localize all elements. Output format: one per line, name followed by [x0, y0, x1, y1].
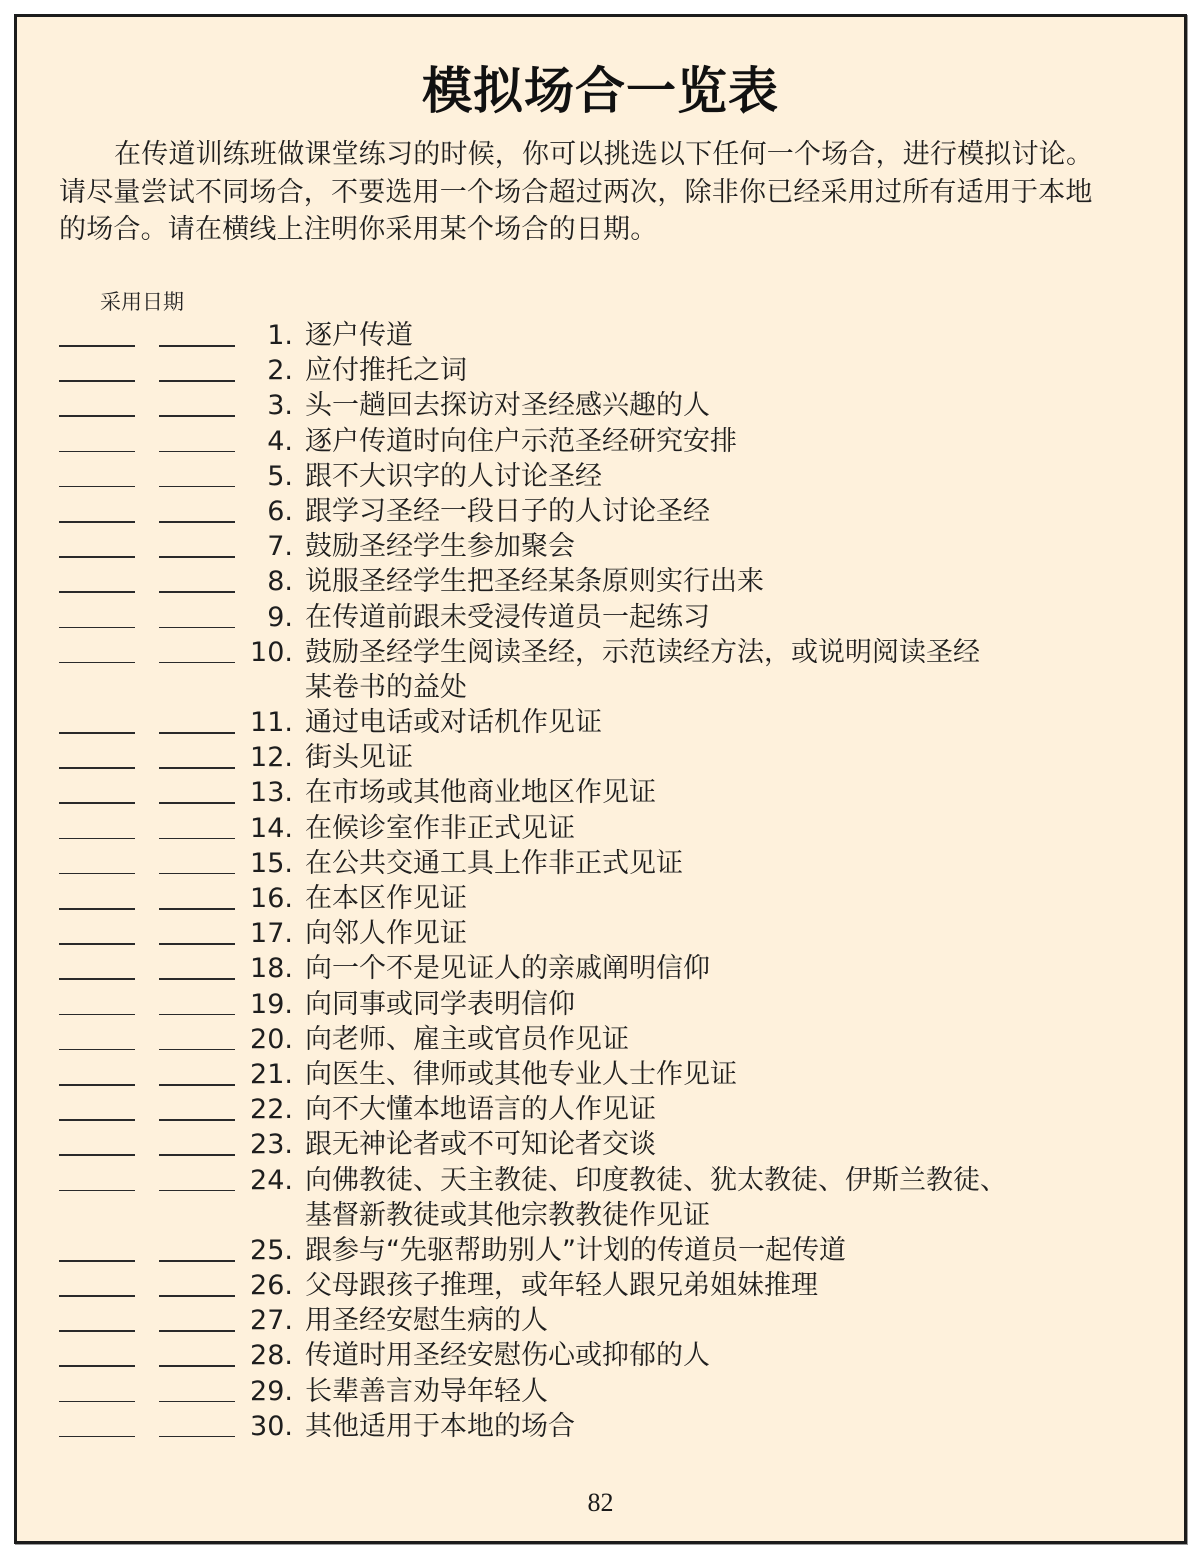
scenario-text-line-1: 在公共交通工具上作非正式见证	[305, 847, 683, 879]
scenario-text-line-1: 长辈善言劝导年轻人	[305, 1375, 548, 1407]
scenario-number: 3.	[267, 390, 293, 422]
scenario-number: 24.	[250, 1164, 293, 1196]
date-blank-1[interactable]	[59, 521, 135, 523]
scenario-text-line-1: 逐户传道	[305, 320, 413, 351]
scenario-text-line-1: 父母跟孩子推理，或年轻人跟兄弟姐妹推理	[305, 1270, 818, 1302]
scenario-text-line-1: 头一趟回去探访对圣经感兴趣的人	[305, 390, 710, 422]
date-blank-1[interactable]	[59, 380, 135, 382]
date-blank-1[interactable]	[59, 556, 135, 558]
scenario-text	[305, 1163, 1007, 1233]
scenario-row	[17, 1268, 1184, 1303]
scenario-number: 19.	[250, 988, 293, 1020]
scenario-row	[17, 529, 1184, 564]
scenario-number: 6.	[267, 495, 293, 527]
scenario-text	[305, 388, 710, 423]
scenario-number: 10.	[250, 636, 293, 668]
scenario-text-line-1: 其他适用于本地的场合	[305, 1410, 575, 1442]
scenario-text	[305, 811, 575, 846]
date-blank-1[interactable]	[59, 486, 135, 488]
scenario-text-line-1: 跟不大识字的人讨论圣经	[305, 460, 602, 492]
date-blank-1[interactable]	[59, 1295, 135, 1297]
date-blank-1[interactable]	[59, 451, 135, 453]
scenario-row	[17, 635, 1184, 705]
scenario-number: 11.	[250, 707, 293, 739]
scenario-row	[17, 424, 1184, 459]
scenario-row	[17, 846, 1184, 881]
scenario-row	[17, 600, 1184, 635]
scenario-text	[305, 1022, 629, 1057]
scenario-number: 21.	[250, 1058, 293, 1090]
date-blank-1[interactable]	[59, 1119, 135, 1121]
scenario-row	[17, 459, 1184, 494]
date-blank-1[interactable]	[59, 1049, 135, 1051]
date-blank-1[interactable]	[59, 838, 135, 840]
scenario-row	[17, 564, 1184, 599]
scenario-number: 1.	[267, 320, 293, 351]
scenario-number: 12.	[250, 742, 293, 774]
scenario-row	[17, 388, 1184, 423]
scenario-number: 20.	[250, 1023, 293, 1055]
scenario-text	[305, 1057, 737, 1092]
date-blank-1[interactable]	[59, 1014, 135, 1016]
scenario-number: 2.	[267, 355, 293, 387]
scenario-row	[17, 881, 1184, 916]
intro-line-1: 在传道训练班做课堂练习的时候，你可以挑选以下任何一个场合，进行模拟讨论。	[114, 139, 1094, 170]
scenario-text-line-1: 鼓励圣经学生参加聚会	[305, 531, 575, 563]
scenario-number: 25.	[250, 1234, 293, 1266]
scenario-text	[305, 1092, 656, 1127]
date-blank-1[interactable]	[59, 1401, 135, 1403]
scenario-row	[17, 1127, 1184, 1162]
intro-line-3: 的场合。请在横线上注明你采用某个场合的日期。	[59, 214, 658, 245]
scenario-number: 5.	[267, 460, 293, 492]
scenario-text	[305, 987, 575, 1022]
scenario-row	[17, 1374, 1184, 1409]
scenario-number: 29.	[250, 1375, 293, 1407]
scenario-row	[17, 1233, 1184, 1268]
scenario-text-line-1: 向医生、律师或其他专业人士作见证	[305, 1058, 737, 1090]
scenario-number: 17.	[250, 918, 293, 950]
scenario-text	[305, 1338, 710, 1373]
scenario-text-line-1: 在市场或其他商业地区作见证	[305, 777, 656, 809]
scenario-row	[17, 987, 1184, 1022]
scenario-text	[305, 881, 467, 916]
scenario-text-line-1: 在本区作见证	[305, 883, 467, 915]
date-blank-1[interactable]	[59, 732, 135, 734]
date-blank-1[interactable]	[59, 908, 135, 910]
scenario-number: 22.	[250, 1094, 293, 1126]
scenario-row	[17, 353, 1184, 388]
scenario-row	[17, 1409, 1184, 1444]
scenario-text	[305, 635, 980, 705]
scenario-text	[305, 1303, 548, 1338]
scenario-text-line-1: 向邻人作见证	[305, 918, 467, 950]
date-blank-1[interactable]	[59, 627, 135, 629]
scenario-text-line-2: 基督新教徒或其他宗教教徒作见证	[305, 1199, 710, 1231]
scenario-row	[17, 951, 1184, 986]
scenario-row	[17, 1057, 1184, 1092]
page-frame	[14, 14, 1187, 1544]
scenario-number: 4.	[267, 425, 293, 457]
scenario-text	[305, 529, 575, 564]
date-blank-1[interactable]	[59, 591, 135, 593]
scenario-text-line-1: 逐户传道时向住户示范圣经研究安排	[305, 425, 737, 457]
scenario-text-line-1: 向不大懂本地语言的人作见证	[305, 1094, 656, 1126]
date-blank-1[interactable]	[59, 873, 135, 875]
scenario-row	[17, 705, 1184, 740]
intro-paragraph	[59, 136, 1169, 249]
scenario-text-line-1: 用圣经安慰生病的人	[305, 1305, 548, 1337]
date-blank-1[interactable]	[59, 978, 135, 980]
scenario-row	[17, 740, 1184, 775]
date-blank-1[interactable]	[59, 415, 135, 417]
scenario-text	[305, 1127, 656, 1162]
scenario-text-line-1: 跟参与“先驱帮助别人”计划的传道员一起传道	[305, 1234, 846, 1266]
scenario-text	[305, 1268, 818, 1303]
scenario-text-line-1: 传道时用圣经安慰伤心或抑郁的人	[305, 1340, 710, 1372]
scenario-text	[305, 1409, 575, 1444]
scenario-text-line-1: 向老师、雇主或官员作见证	[305, 1023, 629, 1055]
scenario-row	[17, 318, 1184, 353]
scenario-row	[17, 916, 1184, 951]
date-blank-1[interactable]	[59, 1084, 135, 1086]
scenario-text-line-1: 街头见证	[305, 742, 413, 774]
scenario-number: 8.	[267, 566, 293, 598]
scenario-text	[305, 1374, 548, 1409]
scenario-text-line-1: 在候诊室作非正式见证	[305, 812, 575, 844]
scenario-row	[17, 1022, 1184, 1057]
date-blank-1[interactable]	[59, 1260, 135, 1262]
scenario-text	[305, 459, 602, 494]
intro-line-2: 请尽量尝试不同场合，不要选用一个场合超过两次，除非你已经采用过所有适用于本地	[59, 176, 1093, 208]
scenario-number: 30.	[250, 1410, 293, 1442]
scenario-text-line-1: 向一个不是见证人的亲戚阐明信仰	[305, 953, 710, 985]
scenario-text	[305, 740, 413, 775]
scenario-list	[17, 318, 1184, 1444]
date-blank-1[interactable]	[59, 1365, 135, 1367]
page-number: 82	[587, 1488, 614, 1517]
scenario-text	[305, 564, 764, 599]
scenario-text-line-1: 跟无神论者或不可知论者交谈	[305, 1129, 656, 1161]
scenario-text-line-1: 说服圣经学生把圣经某条原则实行出来	[305, 566, 764, 598]
scenario-number: 16.	[250, 883, 293, 915]
scenario-text-line-1: 通过电话或对话机作见证	[305, 707, 602, 739]
scenario-row	[17, 494, 1184, 529]
scenario-text	[305, 705, 602, 740]
scenario-text	[305, 951, 710, 986]
scenario-text-line-1: 应付推托之词	[305, 355, 467, 387]
scenario-text-line-1: 在传道前跟未受浸传道员一起练习	[305, 601, 710, 633]
scenario-text-line-1: 鼓励圣经学生阅读圣经，示范读经方法，或说明阅读圣经	[305, 636, 980, 668]
scenario-row	[17, 1303, 1184, 1338]
scenario-row	[17, 1092, 1184, 1127]
scenario-text	[305, 494, 710, 529]
scenario-text	[305, 1233, 846, 1268]
scenario-text-line-1: 向佛教徒、天主教徒、印度教徒、犹太教徒、伊斯兰教徒、	[305, 1164, 1007, 1196]
date-blank-1[interactable]	[59, 1330, 135, 1332]
scenario-text	[305, 318, 413, 353]
scenario-row	[17, 775, 1184, 810]
scenario-text-line-1: 向同事或同学表明信仰	[305, 988, 575, 1020]
date-column-header: 采用日期	[100, 290, 184, 314]
date-blank-1[interactable]	[59, 1190, 135, 1192]
scenario-text	[305, 846, 683, 881]
scenario-text-line-1: 跟学习圣经一段日子的人讨论圣经	[305, 495, 710, 527]
scenario-number: 9.	[267, 601, 293, 633]
page-title: 模拟场合一览表	[422, 62, 779, 120]
date-blank-1[interactable]	[59, 802, 135, 804]
scenario-text	[305, 916, 467, 951]
date-blank-1[interactable]	[59, 943, 135, 945]
scenario-number: 27.	[250, 1305, 293, 1337]
scenario-number: 26.	[250, 1270, 293, 1302]
scenario-text	[305, 600, 710, 635]
scenario-row	[17, 1338, 1184, 1373]
scenario-text-line-2: 某卷书的益处	[305, 671, 467, 703]
date-blank-1[interactable]	[59, 1436, 135, 1438]
scenario-row	[17, 1163, 1184, 1233]
scenario-number: 7.	[267, 531, 293, 563]
date-blank-1[interactable]	[59, 662, 135, 664]
scenario-number: 23.	[250, 1129, 293, 1161]
scenario-text	[305, 424, 737, 459]
date-blank-1[interactable]	[59, 767, 135, 769]
scenario-text	[305, 775, 656, 810]
date-blank-1[interactable]	[59, 345, 135, 347]
scenario-text	[305, 353, 467, 388]
scenario-number: 14.	[250, 812, 293, 844]
scenario-number: 13.	[250, 777, 293, 809]
scenario-row	[17, 811, 1184, 846]
scenario-number: 15.	[250, 847, 293, 879]
date-blank-1[interactable]	[59, 1154, 135, 1156]
scenario-number: 28.	[250, 1340, 293, 1372]
scenario-number: 18.	[250, 953, 293, 985]
